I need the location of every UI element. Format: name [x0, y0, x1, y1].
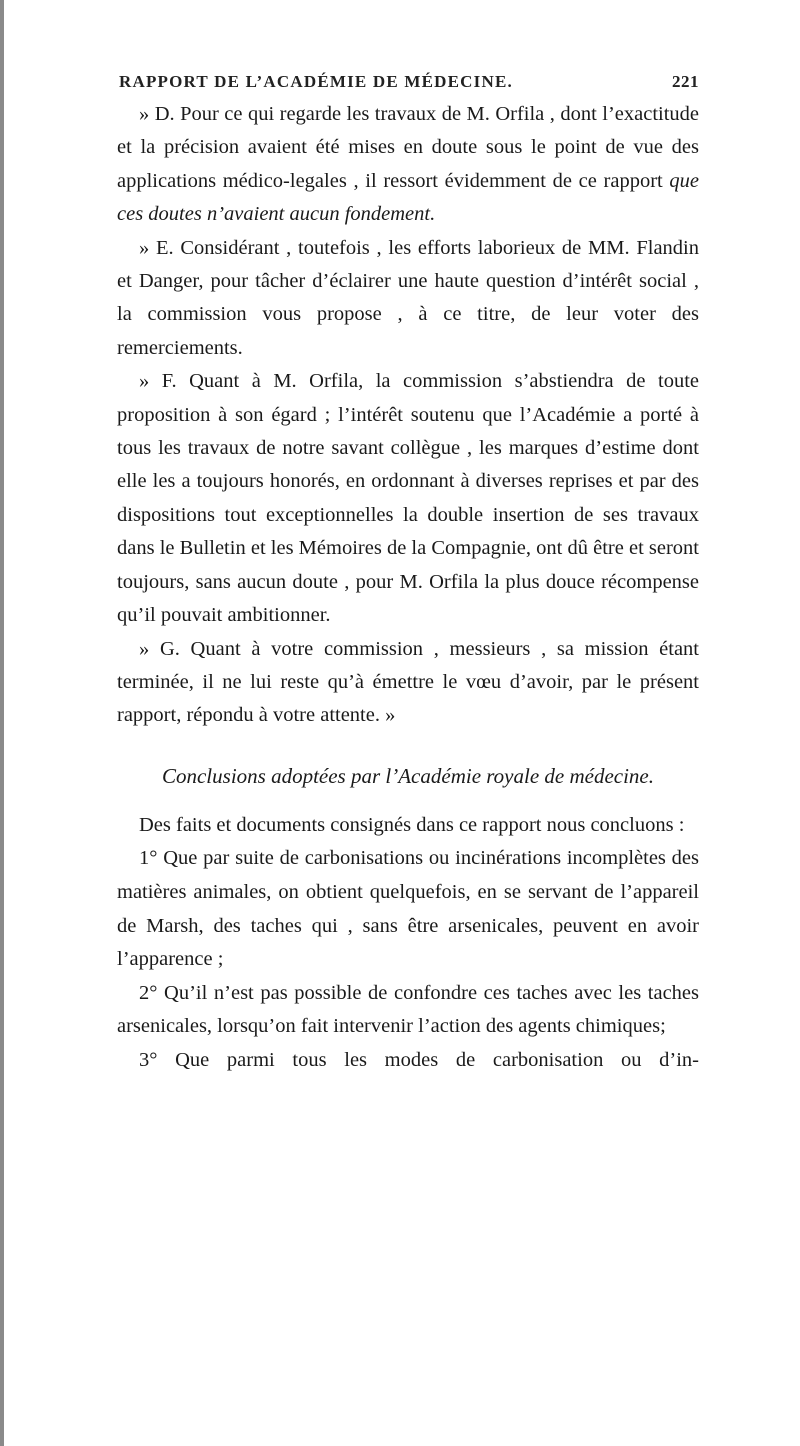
paragraph-e [117, 232, 699, 366]
running-head-title: RAPPORT DE L’ACADÉMIE DE MÉDECINE. [119, 72, 513, 91]
paragraph-e-text: » E. Considérant , toutefois , les efforts laborieux de MM. Flandin et Danger, pour tâcher d’éclairer une haute question d’intérêt social , la commission vous propose , à ce titre, de leur voter des remerciements. [117, 236, 699, 359]
paragraph-f-text: » F. Quant à M. Orfila, la commission s’abstiendra de toute proposition à son égard ; l’intérêt soutenu que l’Académie a porté à tous les travaux de notre savant collègue , les marques d’estime dont elle les a toujours honorés, en ordonnant à diverses reprises et par des dispositions tout exceptionnelles la double insertion de ses travaux dans le Bulletin et les Mémoires de la Compagnie, ont dû être et seront toujours, sans aucun doute , pour M. Orfila la plus douce récompense qu’il pouvait ambitionner. [117, 370, 699, 627]
paragraph-f [117, 365, 699, 632]
book-page [117, 72, 699, 1077]
conclusions-heading: Conclusions adoptées par l’Académie royale de médecine. [161, 763, 654, 788]
paragraph-g-text: » G. Quant à votre commission , messieurs , sa mission étant terminée, il ne lui reste qu’à émettre le vœu d’avoir, par le présent rapport, répondu à votre attente. » [117, 637, 699, 727]
conclusion-item-1: 1° Que par suite de carbonisations ou incinérations incomplètes des matières animales, on obtient quelquefois, en se servant de l’appareil de Marsh, des taches qui , sans être arsenicales, peuvent en avoir l’apparence ; [117, 847, 699, 971]
page-number: 221 [672, 72, 699, 91]
paragraph-d-text: » D. Pour ce qui regarde les travaux de M. Orfila , dont l’exactitude et la précision avaient été mises en doute sous le point de vue des applications médico-legales , il ressort évidemment de ce rapport [117, 103, 699, 192]
paragraph-d [117, 98, 699, 232]
report-text [117, 98, 699, 733]
paragraph-d-italic: que ces doutes n’avaient aucun fondement. [117, 169, 699, 226]
running-head [117, 72, 699, 92]
conclusion-item-2: 2° Qu’il n’est pas possible de confondre ces taches avec les taches arsenicales, lorsqu’on fait intervenir l’action des agents chimiques; [117, 981, 699, 1038]
conclusion-item-3: 3° Que parmi tous les modes de carbonisation ou d’in- [139, 1048, 699, 1071]
conclusions-list [117, 809, 699, 1078]
page-edge-shadow [0, 0, 4, 1446]
conclusions-intro: Des faits et documents consignés dans ce rapport nous concluons : [139, 813, 685, 836]
paragraph-g [117, 633, 699, 733]
